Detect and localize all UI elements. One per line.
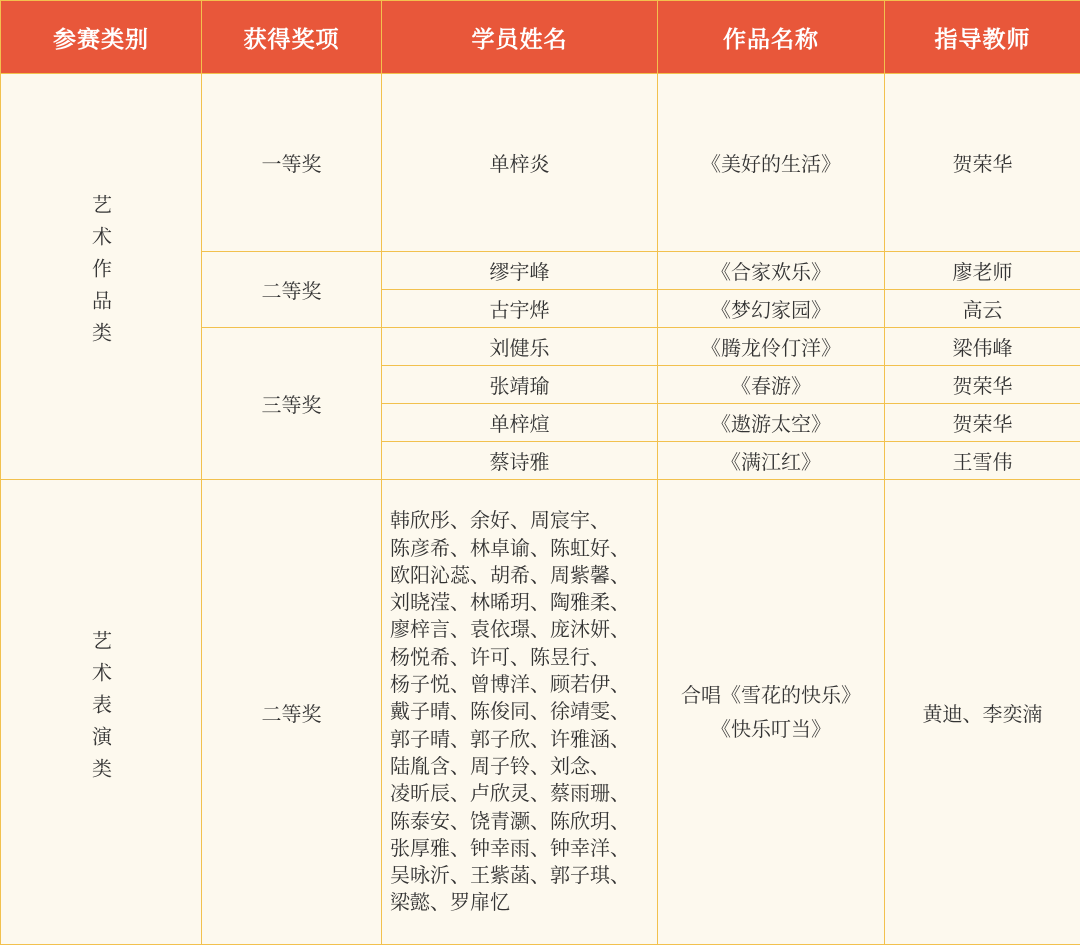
table-row <box>1 74 1080 252</box>
table-row <box>1 480 1080 945</box>
header-student: 学员姓名 <box>382 1 658 74</box>
teacher-cell: 王雪伟 <box>885 442 1080 480</box>
student-name-line: 欧阳沁蕊、胡希、周紫馨、 <box>390 562 649 589</box>
student-name-line: 陆胤含、周子铃、刘念、 <box>390 753 649 780</box>
student-name-line: 杨子悦、曾博洋、顾若伊、 <box>390 671 649 698</box>
teacher-cell: 贺荣华 <box>885 74 1080 252</box>
work-cell: 《春游》 <box>658 366 885 404</box>
work-title-line: 合唱《雪花的快乐》 <box>658 678 884 712</box>
award-cell: 三等奖 <box>202 328 382 480</box>
teacher-cell: 贺荣华 <box>885 366 1080 404</box>
student-list-cell <box>382 480 658 945</box>
teacher-cell: 廖老师 <box>885 252 1080 290</box>
work-cell: 《梦幻家园》 <box>658 290 885 328</box>
student-cell: 缪宇峰 <box>382 252 658 290</box>
award-cell: 一等奖 <box>202 74 382 252</box>
work-cell: 《腾龙伶仃洋》 <box>658 328 885 366</box>
header-award: 获得奖项 <box>202 1 382 74</box>
student-name-line: 吴咏沂、王紫菡、郭子琪、 <box>390 862 649 889</box>
student-name-list <box>382 507 657 916</box>
award-cell: 二等奖 <box>202 480 382 945</box>
student-name-line: 郭子晴、郭子欣、许雅涵、 <box>390 726 649 753</box>
category-cell-art-works <box>1 74 202 480</box>
student-name-line: 廖梓言、袁依璟、庞沐妍、 <box>390 616 649 643</box>
student-cell: 张靖瑜 <box>382 366 658 404</box>
teacher-cell: 高云 <box>885 290 1080 328</box>
header-category: 参赛类别 <box>1 1 202 74</box>
category-cell-performance <box>1 480 202 945</box>
student-name-line: 刘晓滢、林晞玥、陶雅柔、 <box>390 589 649 616</box>
category-label: 艺术作品类 <box>87 194 116 354</box>
header-work: 作品名称 <box>658 1 885 74</box>
student-cell: 单梓炎 <box>382 74 658 252</box>
student-name-line: 张厚雅、钟幸雨、钟幸洋、 <box>390 835 649 862</box>
work-title-line: 《快乐叮当》 <box>658 712 884 746</box>
student-cell: 刘健乐 <box>382 328 658 366</box>
award-cell: 二等奖 <box>202 252 382 328</box>
student-name-line: 凌昕辰、卢欣灵、蔡雨珊、 <box>390 780 649 807</box>
student-name-line: 陈彦希、林卓谕、陈虹好、 <box>390 535 649 562</box>
teacher-cell: 黄迪、李奕湳 <box>885 480 1080 945</box>
student-name-line: 韩欣彤、余好、周宸宇、 <box>390 507 649 534</box>
work-cell: 《遨游太空》 <box>658 404 885 442</box>
student-cell: 古宇烨 <box>382 290 658 328</box>
category-label: 艺术表演类 <box>87 630 116 790</box>
student-cell: 蔡诗雅 <box>382 442 658 480</box>
work-cell: 《满江红》 <box>658 442 885 480</box>
work-cell <box>658 480 885 945</box>
teacher-cell: 贺荣华 <box>885 404 1080 442</box>
student-name-line: 杨悦希、许可、陈昱行、 <box>390 644 649 671</box>
student-cell: 单梓煊 <box>382 404 658 442</box>
work-cell: 《合家欢乐》 <box>658 252 885 290</box>
student-name-line: 梁懿、罗扉忆 <box>390 889 649 916</box>
student-name-line: 陈泰安、饶青灏、陈欣玥、 <box>390 808 649 835</box>
student-name-line: 戴子晴、陈俊同、徐靖雯、 <box>390 698 649 725</box>
work-cell: 《美好的生活》 <box>658 74 885 252</box>
header-row <box>1 1 1080 74</box>
header-teacher: 指导教师 <box>885 1 1080 74</box>
teacher-cell: 梁伟峰 <box>885 328 1080 366</box>
